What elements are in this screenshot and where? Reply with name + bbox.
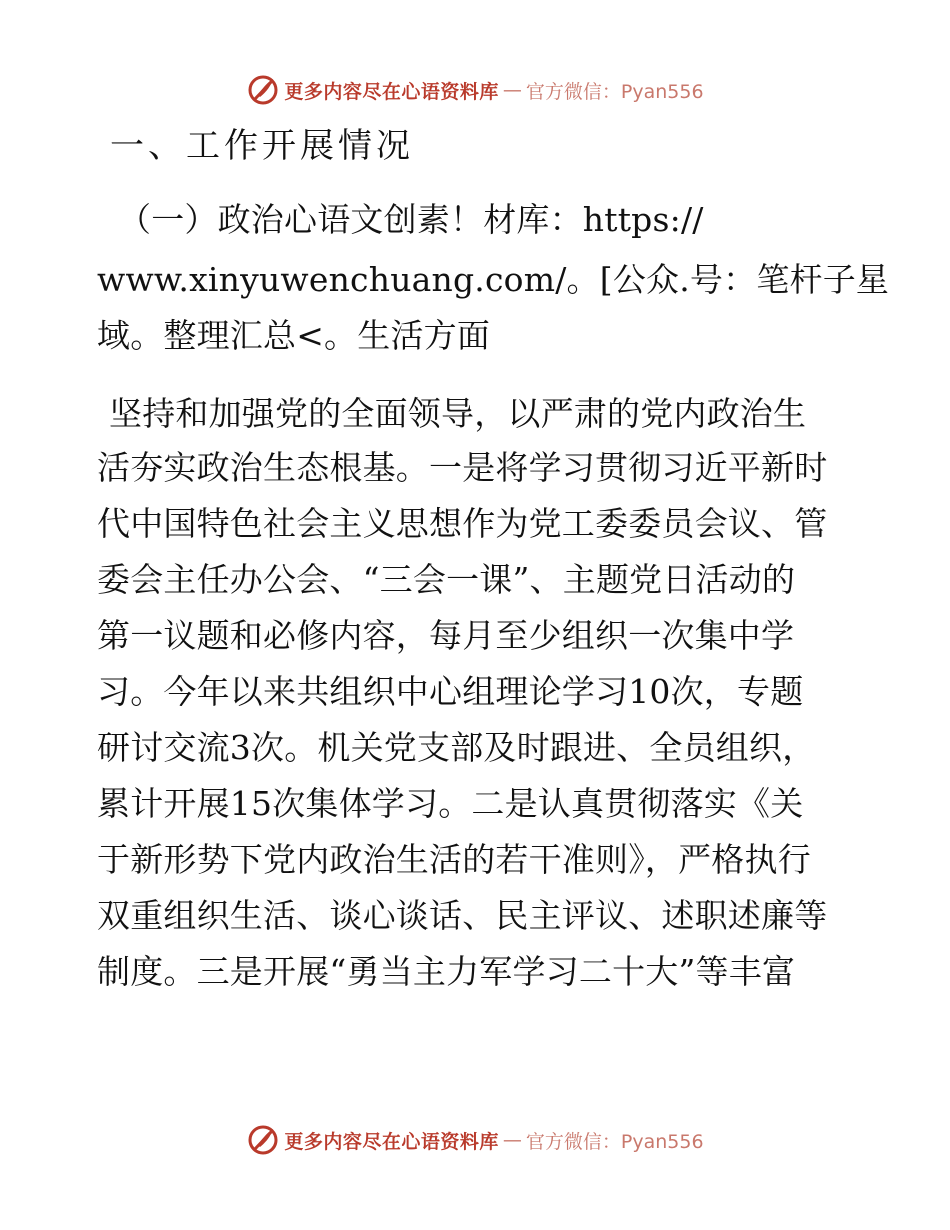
banner-title: 更多内容尽在心语资料库 [284, 1130, 499, 1153]
subheading-line: www.xinyuwenchuang.com/。[公众.号：笔杆子星 [97, 260, 890, 299]
paragraph-line: 代中国特色社会主义思想作为党工委委员会议、管 [97, 504, 828, 543]
paragraph-line: 坚持和加强党的全面领导，以严肃的党内政治生 [109, 394, 807, 433]
banner-separator: — [502, 79, 522, 101]
banner-title: 更多内容尽在心语资料库 [284, 80, 499, 103]
quill-logo-icon [246, 1123, 280, 1157]
quill-logo-icon [246, 73, 280, 107]
paragraph-line: 委会主任办公会、“三会一课”、主题党日活动的 [97, 560, 796, 599]
banner-wechat: 官方微信：Pyan556 [525, 1130, 704, 1153]
paragraph-line: 第一议题和必修内容，每月至少组织一次集中学 [97, 616, 795, 655]
paragraph-line: 于新形势下党内政治生活的若干准则》，严格执行 [97, 840, 811, 879]
subheading-line: （一）政治心语文创素！材库：https:// [118, 200, 704, 239]
paragraph-line: 制度。三是开展“勇当主力军学习二十大”等丰富 [97, 952, 796, 991]
footer-banner [0, 1120, 950, 1160]
header-banner [0, 70, 950, 110]
paragraph-line: 研讨交流3次。机关党支部及时跟进、全员组织， [97, 728, 816, 767]
banner-separator: — [502, 1129, 522, 1151]
paragraph-line: 活夯实政治生态根基。一是将学习贯彻习近平新时 [97, 448, 828, 487]
paragraph-line: 双重组织生活、谈心谈话、民主评议、述职述廉等 [97, 896, 828, 935]
section-heading: 一、工作开展情况 [110, 126, 414, 166]
banner-wechat: 官方微信：Pyan556 [525, 80, 704, 103]
paragraph-line: 累计开展15次集体学习。二是认真贯彻落实《关 [97, 784, 804, 823]
subheading-line: 域。整理汇总<。生活方面 [97, 316, 491, 355]
paragraph-line: 习。今年以来共组织中心组理论学习10次，专题 [97, 672, 804, 711]
